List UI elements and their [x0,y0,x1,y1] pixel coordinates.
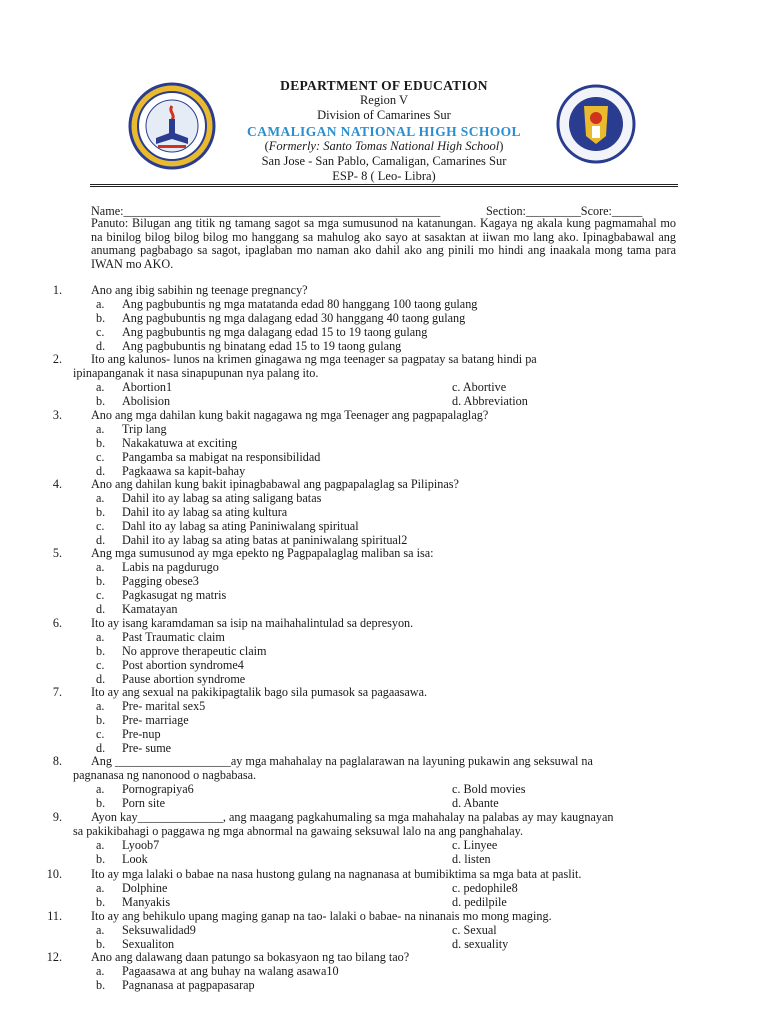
option-letter: d. [96,532,106,547]
option-text: Ang pagbubuntis ng mga matatanda edad 80 hanggang 100 taong gulang [122,296,478,311]
question-text: Ito ay isang karamdaman sa isip na maihahalintulad sa depresyon. [91,616,414,630]
option-text: Ang pagbubuntis ng mga dalagang edad 30 hanggang 40 taong gulang [122,310,466,325]
option-text: Pagkaawa sa kapit-bahay [122,463,246,478]
option-letter: c. [96,587,105,602]
option-text: Look [122,851,148,866]
option-letter: a. [96,781,105,796]
question-number: 10. [46,867,62,881]
question-text-continued: ipinapanganak it nasa sinapupunan nya palang ito. [73,365,319,380]
option-letter: b. [96,936,106,951]
question-text: Ito ay ang sexual na pakikipagtalik bago sila pumasok sa pagaasawa. [91,685,428,699]
name-field: Name:____________________________________________________ [91,204,441,218]
question-text-continued: sa pakikibahagi o paggawa ng mga abnormal na gawaing seksuwal lalo na ang panghahalay. [73,823,523,838]
department-title: DEPARTMENT OF EDUCATION [280,78,488,93]
question-number: 2. [52,352,62,366]
option-text: Manyakis [122,894,171,909]
option-text: Pangamba sa mabigat na responsibilidad [122,449,321,464]
option-text: d. sexuality [452,936,509,951]
option-text: Dahl ito ay labag sa ating Paniniwalang spiritual [122,518,359,533]
option-text: Dahil ito ay labag sa ating batas at paniniwalang spiritual2 [122,532,408,547]
option-text: Trip lang [122,421,167,436]
question-text: Ano ang ibig sabihin ng teenage pregnancy? [91,283,308,297]
question-text: Ano ang dahilan kung bakit ipinagbabawal ang pagpapalaglag sa Pilipinas? [91,477,459,491]
option-text: Ang pagbubuntis ng binatang edad 15 to 19 taong gulang [122,338,402,353]
option-text: Pre- sume [122,740,172,755]
option-letter: b. [96,310,106,325]
option-text: Pause abortion syndrome [122,671,246,686]
header-divider [90,184,678,185]
option-text: c. Abortive [452,379,507,394]
option-text: Pornograpiya6 [122,781,194,796]
option-letter: a. [96,421,105,436]
option-letter: b. [96,573,106,588]
question-text: Ito ay ang behikulo upang maging ganap na tao- lalaki o babae- na ninanais mo mong maging. [91,909,552,923]
option-letter: c. [96,518,105,533]
question-number: 7. [52,685,62,699]
option-letter: d. [96,463,106,478]
question-number: 11. [47,909,62,923]
option-letter: a. [96,922,105,937]
option-text: Pagkasugat ng matris [122,587,227,602]
option-text: c. pedophile8 [452,880,518,895]
option-text: Porn site [122,795,165,810]
option-text: Pre- marriage [122,712,189,727]
option-text: Ang pagbubuntis ng mga dalagang edad 15 to 19 taong gulang [122,324,428,339]
question-text: Ang ___________________ay mga mahahalay na paglalarawan na layuning pukawin ang seksuwal na [91,754,593,768]
option-letter: d. [96,601,106,616]
option-text: c. Bold movies [452,781,526,796]
subject-line: ESP- 8 ( Leo- Libra) [332,169,436,184]
document-header [0,78,768,184]
option-text: Past Traumatic claim [122,629,225,644]
option-text: Pagging obese3 [122,573,199,588]
option-text: Pre-nup [122,726,161,741]
option-text: Post abortion syndrome4 [122,657,244,672]
option-text: c. Sexual [452,922,497,937]
question-text: Ayon kay______________, ang maagang pagkahumaling sa mga mahahalay na palabas ay may kaugnayan [91,810,614,824]
school-name: CAMALIGAN NATIONAL HIGH SCHOOL [247,123,521,139]
option-text: Pagnanasa at pagpapasarap [122,977,255,992]
option-text: d. Abbreviation [452,393,528,408]
question-number: 3. [52,408,62,422]
option-letter: a. [96,296,105,311]
division-line: Division of Camarines Sur [317,108,451,123]
question-number: 5. [52,546,62,560]
option-letter: d. [96,740,106,755]
option-letter: c. [96,324,105,339]
question-number: 8. [52,754,62,768]
question-text: Ang mga sumusunod ay mga epekto ng Pagpapalaglag maliban sa isa: [91,546,434,560]
option-text: c. Linyee [452,837,498,852]
option-letter: b. [96,393,106,408]
option-text: Abortion1 [122,379,173,394]
option-text: Labis na pagdurugo [122,559,219,574]
question-text: Ano ang dalawang daan patungo sa bokasyaon ng tao bilang tao? [91,950,410,964]
region-line: Region V [359,93,409,108]
option-text: Nakakatuwa at exciting [122,435,238,450]
option-letter: a. [96,837,105,852]
question-text-continued: pagnanasa ng nanonood o nagbabasa. [73,767,257,782]
option-text: Kamatayan [122,601,178,616]
option-letter: c. [96,449,105,464]
option-text: d. Abante [452,795,499,810]
option-letter: b. [96,643,106,658]
option-text: Dolphine [122,880,168,895]
option-text: Abolision [122,393,171,408]
option-letter: b. [96,894,106,909]
option-text: Pagaasawa at ang buhay na walang asawa10 [122,963,339,978]
option-letter: a. [96,698,105,713]
question-text: Ito ay mga lalaki o babae na nasa hustong gulang na nagnanasa at bumibiktima sa mga bata at paslit. [91,867,582,881]
option-letter: a. [96,963,105,978]
question-number: 12. [46,950,62,964]
question-number: 9. [52,810,62,824]
option-letter: d. [96,671,106,686]
option-letter: a. [96,559,105,574]
option-text: Dahil ito ay labag sa ating kultura [122,504,288,519]
formerly-line: (Formerly: Santo Tomas National High School) [264,138,504,153]
option-letter: a. [96,880,105,895]
option-letter: d. [96,338,106,353]
option-letter: b. [96,795,106,810]
option-letter: b. [96,851,106,866]
option-text: Pre- marital sex5 [122,698,206,713]
option-text: Sexualiton [122,936,175,951]
option-text: Dahil ito ay labag sa ating saligang batas [122,490,322,505]
header-divider-thin [90,186,678,187]
question-number: 4. [52,477,62,491]
option-letter: b. [96,712,106,727]
instructions-paragraph: Panuto: Bilugan ang titik ng tamang sagot sa mga sumusunod na katanungan. Kagaya ng akala kung pagmamahal mo na binilog bilog bilog bilog mo hanggang sa mahulog ako sayo at sasaktan at iiwan mo lang ako. Ipinagbabawal ang anumang pagbabago sa sagot, ipaglaban mo naman ako dahil ako ang pinili mo hindi ang inaakala mong tama para IWAN mo AKO. [91,216,676,271]
option-letter: c. [96,726,105,741]
option-letter: c. [96,657,105,672]
question-number: 6. [52,616,62,630]
option-text: d. pedilpile [452,894,507,909]
option-text: d. listen [452,851,491,866]
section-score-field: Section:_________Score:_____ [486,204,643,218]
option-text: No approve therapeutic claim [122,643,267,658]
option-letter: a. [96,490,105,505]
question-text: Ano ang mga dahilan kung bakit nagagawa ng mga Teenager ang pagpapalaglag? [91,408,489,422]
question-text: Ito ang kalunos- lunos na krimen ginagawa ng mga teenager sa pagpatay sa batang hindi pa [91,352,537,366]
option-letter: b. [96,977,106,992]
address-line: San Jose - San Pablo, Camaligan, Camarines Sur [261,154,507,169]
option-text: Lyoob7 [122,837,160,852]
question-number: 1. [52,283,62,297]
option-letter: b. [96,504,106,519]
option-text: Seksuwalidad9 [122,922,196,937]
option-letter: b. [96,435,106,450]
option-letter: a. [96,379,105,394]
option-letter: a. [96,629,105,644]
